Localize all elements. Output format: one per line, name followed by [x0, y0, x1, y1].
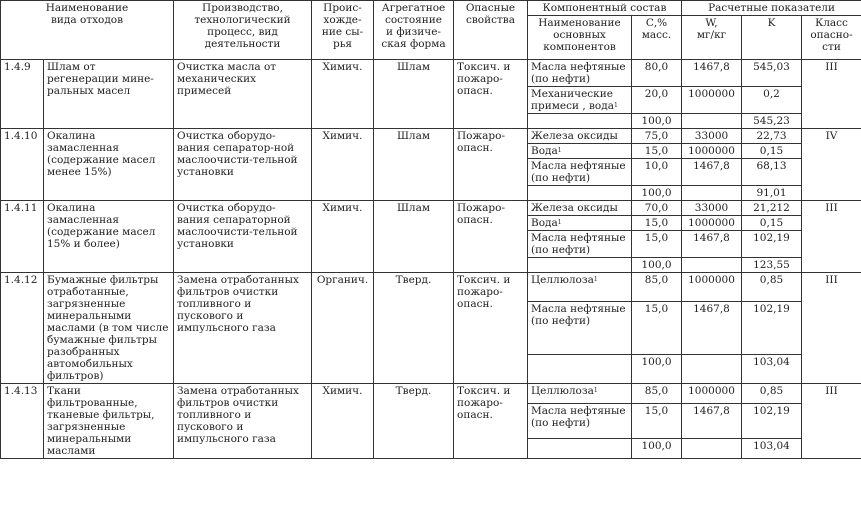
header-waste-name: Наименование вида отходов	[1, 1, 174, 60]
table-row	[1, 384, 861, 404]
component-w	[682, 186, 742, 201]
table-body	[1, 60, 861, 459]
header-composition: Компонентный состав	[528, 1, 682, 16]
component-concentration: 15,0	[632, 231, 682, 258]
component-name: Железа оксиды	[528, 129, 632, 144]
waste-raw-origin: Химич.	[312, 201, 374, 273]
waste-state: Шлам	[374, 129, 454, 201]
component-w	[682, 439, 742, 459]
footnote-mark: 1	[593, 276, 598, 283]
component-k: 103,04	[742, 354, 802, 383]
component-name	[528, 114, 632, 129]
footnote-mark: 1	[613, 102, 618, 109]
waste-state: Тверд.	[374, 273, 454, 384]
component-w	[682, 114, 742, 129]
waste-name: Окалина замасленная (содержание масел менее 15%)	[44, 129, 174, 201]
component-k: 21,212	[742, 201, 802, 216]
component-w	[682, 354, 742, 383]
header-component-name: Наименование основных компонентов	[528, 16, 632, 60]
component-w: 1000000	[682, 273, 742, 302]
component-concentration: 70,0	[632, 201, 682, 216]
component-concentration: 15,0	[632, 144, 682, 159]
component-name: Целлюлоза$^1$	[528, 273, 632, 302]
waste-hazard: Пожаро-опасн.	[454, 201, 528, 273]
component-k: 0,15	[742, 216, 802, 231]
component-w: 1467,8	[682, 231, 742, 258]
waste-code: 1.4.11	[1, 201, 44, 273]
component-name: Масла нефтяные (по нефти)	[528, 159, 632, 186]
component-k: 123,55	[742, 258, 802, 273]
component-name	[528, 439, 632, 459]
header-concentration: С,% масс.	[632, 16, 682, 60]
component-k: 102,19	[742, 231, 802, 258]
component-k: 22,73	[742, 129, 802, 144]
component-concentration: 100,0	[632, 439, 682, 459]
table-row	[1, 60, 861, 87]
component-concentration: 100,0	[632, 114, 682, 129]
component-name: Масла нефтяные (по нефти)	[528, 302, 632, 355]
component-name	[528, 258, 632, 273]
component-name	[528, 186, 632, 201]
component-k: 0,15	[742, 144, 802, 159]
component-concentration: 100,0	[632, 258, 682, 273]
component-concentration: 20,0	[632, 87, 682, 114]
component-name: Целлюлоза$^1$	[528, 384, 632, 404]
component-concentration: 15,0	[632, 302, 682, 355]
component-w: 1000000	[682, 87, 742, 114]
component-name: Масла нефтяные (по нефти)	[528, 60, 632, 87]
component-concentration: 85,0	[632, 384, 682, 404]
component-concentration: 75,0	[632, 129, 682, 144]
waste-name: Ткани фильтрованные, тканевые фильтры, загрязненные минеральными маслами	[44, 384, 174, 459]
component-name: Железа оксиды	[528, 201, 632, 216]
header-aggregate-state: Агрегатное состояние и физиче- ская форма	[374, 1, 454, 60]
component-concentration: 100,0	[632, 186, 682, 201]
header-hazard-class: Класс опасно- сти	[802, 16, 861, 60]
hazard-class: III	[802, 384, 861, 459]
footnote-mark: 1	[557, 147, 562, 154]
component-concentration: 100,0	[632, 354, 682, 383]
waste-process: Очистка оборудо-вания сепараторной маслоочисти-тельной установки	[174, 201, 312, 273]
waste-state: Тверд.	[374, 384, 454, 459]
waste-raw-origin: Химич.	[312, 384, 374, 459]
waste-process: Очистка масла от механических примесей	[174, 60, 312, 129]
table-row	[1, 273, 861, 302]
component-concentration: 15,0	[632, 403, 682, 439]
header-hazard: Опасные свойства	[454, 1, 528, 60]
component-k: 91,01	[742, 186, 802, 201]
hazard-class: IV	[802, 129, 861, 201]
component-name	[528, 354, 632, 383]
component-name: Вода$^1$	[528, 144, 632, 159]
component-w: 33000	[682, 129, 742, 144]
waste-state: Шлам	[374, 60, 454, 129]
component-w: 1000000	[682, 144, 742, 159]
waste-code: 1.4.12	[1, 273, 44, 384]
waste-code: 1.4.10	[1, 129, 44, 201]
component-concentration: 80,0	[632, 60, 682, 87]
waste-name: Бумажные фильтры отработанные, загрязненные минеральными маслами (в том числе бумажные фильтры разобранных автомобильных фильтров)	[44, 273, 174, 384]
waste-process: Замена отработанных фильтров очистки топливного и пускового и импульсного газа	[174, 273, 312, 384]
component-w: 1467,8	[682, 159, 742, 186]
header-k: K	[742, 16, 802, 60]
table-row	[1, 129, 861, 144]
component-name: Вода$^1$	[528, 216, 632, 231]
component-concentration: 85,0	[632, 273, 682, 302]
waste-hazard: Пожаро-опасн.	[454, 129, 528, 201]
hazard-class: III	[802, 273, 861, 384]
component-w: 1000000	[682, 384, 742, 404]
component-k: 545,23	[742, 114, 802, 129]
component-k: 102,19	[742, 302, 802, 355]
component-k: 0,85	[742, 273, 802, 302]
table-row	[1, 201, 861, 216]
waste-raw-origin: Химич.	[312, 60, 374, 129]
header-process: Производство, технологический процесс, вид деятельности	[174, 1, 312, 60]
component-k: 68,13	[742, 159, 802, 186]
component-name: Механические примеси , вода$^1$	[528, 87, 632, 114]
footnote-mark: 1	[557, 219, 562, 226]
hazard-class: III	[802, 60, 861, 129]
component-w: 1000000	[682, 216, 742, 231]
waste-raw-origin: Органич.	[312, 273, 374, 384]
component-k: 0,85	[742, 384, 802, 404]
waste-process: Очистка оборудо-вания сепаратор-ной маслоочисти-тельной установки	[174, 129, 312, 201]
waste-state: Шлам	[374, 201, 454, 273]
component-k: 545,03	[742, 60, 802, 87]
waste-hazard: Токсич. и пожаро-опасн.	[454, 384, 528, 459]
footnote-mark: 1	[593, 387, 598, 394]
waste-raw-origin: Химич.	[312, 129, 374, 201]
waste-process: Замена отработанных фильтров очистки топливного и пускового и импульсного газа	[174, 384, 312, 459]
component-concentration: 10,0	[632, 159, 682, 186]
waste-code: 1.4.9	[1, 60, 44, 129]
component-concentration: 15,0	[632, 216, 682, 231]
component-w: 1467,8	[682, 60, 742, 87]
hazard-class: III	[802, 201, 861, 273]
component-k: 0,2	[742, 87, 802, 114]
component-k: 103,04	[742, 439, 802, 459]
component-w: 1467,8	[682, 302, 742, 355]
waste-hazard: Токсич. и пожаро-опасн.	[454, 60, 528, 129]
header-raw-origin: Проис- хожде- ние сы- рья	[312, 1, 374, 60]
component-name: Масла нефтяные (по нефти)	[528, 403, 632, 439]
waste-hazard: Токсич. и пожаро-опасн.	[454, 273, 528, 384]
component-k: 102,19	[742, 403, 802, 439]
waste-name: Окалина замасленная (содержание масел 15% и более)	[44, 201, 174, 273]
header-w: W, мг/кг	[682, 16, 742, 60]
component-w: 1467,8	[682, 403, 742, 439]
component-w	[682, 258, 742, 273]
header-calculated: Расчетные показатели	[682, 1, 861, 16]
waste-code: 1.4.13	[1, 384, 44, 459]
waste-name: Шлам от регенерации мине-ральных масел	[44, 60, 174, 129]
component-w: 33000	[682, 201, 742, 216]
component-name: Масла нефтяные (по нефти)	[528, 231, 632, 258]
